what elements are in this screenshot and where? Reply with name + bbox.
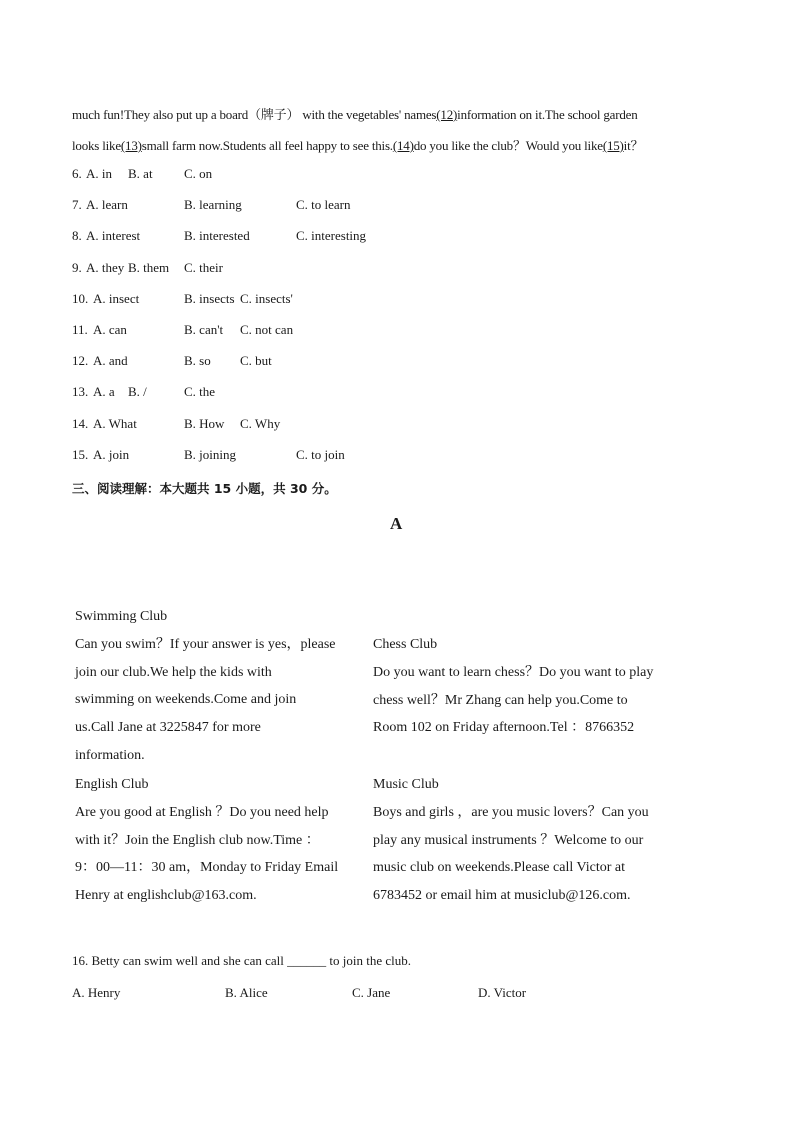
- music-club-line: 6783452 or email him at musiclub@126.com.: [373, 888, 631, 904]
- english-club-line: Are you good at English ？Do you need help: [75, 804, 329, 820]
- option-a: A. What: [93, 416, 137, 431]
- chess-club-title: Chess Club: [373, 637, 438, 652]
- option-b: B. so: [184, 353, 211, 368]
- question-16-option-c: C. Jane: [352, 985, 391, 1000]
- option-c: C. Why: [240, 416, 281, 431]
- option-c: C. interesting: [296, 228, 367, 243]
- english-club-notice: [75, 771, 338, 910]
- option-a: A. interest: [86, 228, 141, 243]
- option-c: C. insects': [240, 291, 293, 306]
- question-number: 8.: [72, 228, 82, 243]
- question-number: 10.: [72, 291, 89, 306]
- blank-number: (13): [120, 138, 142, 153]
- option-c: C. but: [240, 353, 272, 368]
- option-a: A. join: [93, 447, 130, 462]
- question-16-option-d: D. Victor: [478, 985, 527, 1000]
- passage-line-1: [72, 104, 638, 123]
- question-number: 14.: [72, 416, 89, 431]
- option-c: C. to join: [296, 447, 345, 462]
- option-b: B. them: [128, 260, 170, 275]
- option-b: B. joining: [184, 447, 237, 462]
- option-b: B. How: [184, 416, 225, 431]
- english-club-line: 9：00—11：30 am，Monday to Friday Email: [75, 860, 339, 876]
- swimming-club-line: us.Call Jane at 3225847 for more: [75, 720, 261, 736]
- swimming-club-line: swimming on weekends.Come and join: [75, 692, 297, 708]
- blank-number: (12): [436, 107, 458, 122]
- question-number: 15.: [72, 447, 89, 462]
- question-number: 6.: [72, 166, 82, 181]
- passage-text: do you like the club？Would you like: [413, 138, 603, 153]
- option-a: A. in: [86, 166, 112, 181]
- option-a: A. can: [93, 322, 127, 337]
- question-number: 7.: [72, 197, 82, 212]
- option-a: A. learn: [86, 197, 128, 212]
- option-a: A. a: [93, 384, 115, 399]
- option-c: C. not can: [240, 322, 294, 337]
- option-b: B. insects: [184, 291, 235, 306]
- passage-text: looks like: [72, 138, 121, 153]
- music-club-line: Boys and girls ，are you music lovers？Can you: [373, 804, 649, 820]
- option-b: B. interested: [184, 228, 250, 243]
- swimming-club-title: Swimming Club: [75, 609, 168, 624]
- option-c: C. their: [184, 260, 223, 275]
- blank-number: (15): [602, 138, 624, 153]
- blank-number: (14): [392, 138, 414, 153]
- option-a: A. insect: [93, 291, 140, 306]
- swimming-club-line: Can you swim？If your answer is yes，please: [75, 636, 336, 652]
- option-b: B. /: [128, 384, 147, 399]
- option-a: A. they: [86, 260, 125, 275]
- passage-text: information on it.The school garden: [457, 107, 638, 122]
- question-number: 9.: [72, 260, 82, 275]
- passage-text: small farm now.Students all feel happy to see this.: [141, 138, 393, 153]
- option-c: C. the: [184, 384, 216, 399]
- section-heading: 三、阅读理解：本大题共 15 小题，共 30 分。: [72, 481, 337, 496]
- swimming-club-notice: [75, 603, 336, 770]
- music-club-notice: [373, 771, 649, 910]
- music-club-title: Music Club: [373, 777, 439, 792]
- option-a: A. and: [93, 353, 128, 368]
- question-16-option-a: A. Henry: [72, 985, 121, 1000]
- question-number: 12.: [72, 353, 89, 368]
- english-club-line: with it？Join the English club now.Time ：: [75, 832, 320, 848]
- passage-label: A: [390, 514, 403, 533]
- question-number: 13.: [72, 384, 89, 399]
- option-b: B. at: [128, 166, 153, 181]
- passage-text: much fun!They also put up a board（牌子） with the vegetables' names: [72, 107, 437, 122]
- passage-line-2: [72, 135, 643, 154]
- music-club-line: music club on weekends.Please call Victor at: [373, 860, 625, 876]
- chess-club-line: Do you want to learn chess？Do you want to play: [373, 664, 654, 680]
- english-club-title: English Club: [75, 777, 149, 792]
- option-c: C. on: [184, 166, 213, 181]
- question-16-stem: 16. Betty can swim well and she can call ______ to join the club.: [72, 953, 412, 968]
- chess-club-notice: [373, 631, 653, 742]
- music-club-line: play any musical instruments ？Welcome to our: [373, 832, 644, 848]
- question-16-option-b: B. Alice: [225, 985, 268, 1000]
- passage-text: it？: [623, 138, 644, 153]
- chess-club-line: Room 102 on Friday afternoon.Tel ：8766352: [373, 720, 635, 736]
- option-b: B. can't: [184, 322, 224, 337]
- swimming-club-line: information.: [75, 747, 145, 763]
- swimming-club-line: join our club.We help the kids with: [75, 664, 272, 680]
- english-club-line: Henry at englishclub@163.com.: [75, 888, 257, 904]
- option-c: C. to learn: [296, 197, 351, 212]
- chess-club-line: chess well？Mr Zhang can help you.Come to: [373, 692, 628, 708]
- question-number: 11.: [72, 322, 88, 337]
- option-b: B. learning: [184, 197, 242, 212]
